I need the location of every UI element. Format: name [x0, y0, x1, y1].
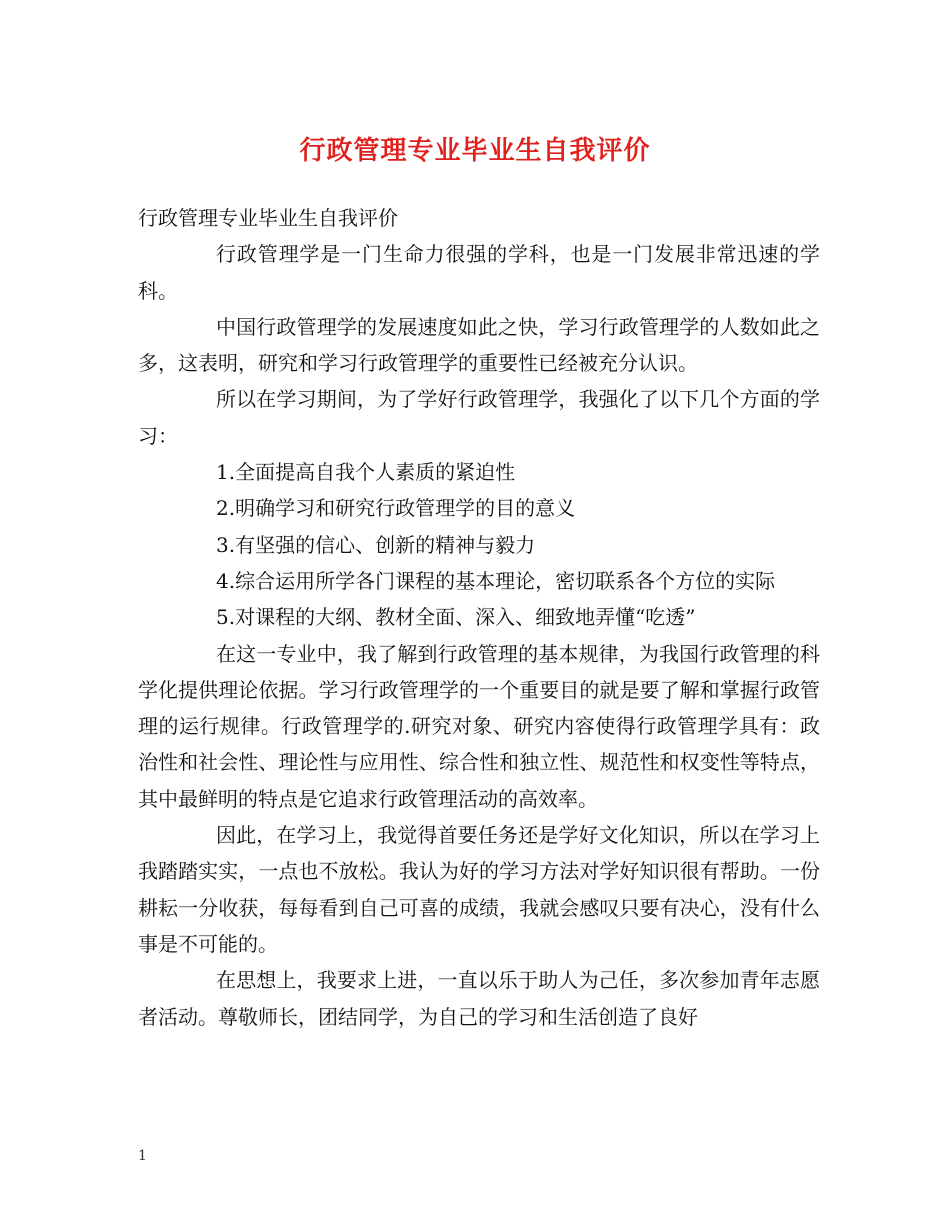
paragraph: 因此，在学习上，我觉得首要任务还是学好文化知识，所以在学习上我踏踏实实，一点也不放松。我认为好的学习方法对学好知识很有帮助。一份耕耘一分收获，每每看到自己可喜的成绩，我就会感叹只要有决心，没有什么事是不可能的。 [138, 823, 820, 956]
document-title: 行政管理专业毕业生自我评价 [299, 136, 651, 166]
document-body [138, 200, 820, 1035]
paragraph: 在这一专业中，我了解到行政管理的基本规律，为我国行政管理的科学化提供理论依据。学习行政管理学的一个重要目的就是要了解和掌握行政管理的运行规律。行政管理学的.研究对象、研究内容使得行政管理学具有：政治性和社会性、理论性与应用性、综合性和独立性、规范性和权变性等特点，其中最鲜明的特点是它追求行政管理活动的高效率。 [138, 641, 820, 811]
list-item: 4.综合运用所学各门课程的基本理论，密切联系各个方位的实际 [216, 568, 776, 593]
list-item: 5.对课程的大纲、教材全面、深入、细致地弄懂“吃透” [216, 605, 696, 630]
paragraph: 行政管理学是一门生命力很强的学科，也是一门发展非常迅速的学科。 [138, 242, 820, 303]
list-item: 2.明确学习和研究行政管理学的目的意义 [216, 496, 576, 521]
paragraph: 所以在学习期间，为了学好行政管理学，我强化了以下几个方面的学习： [138, 387, 820, 448]
list-item: 1.全面提高自我个人素质的紧迫性 [216, 460, 516, 485]
paragraph: 在思想上，我要求上进，一直以乐于助人为己任，多次参加青年志愿者活动。尊敬师长，团结同学，为自己的学习和生活创造了良好 [138, 968, 820, 1029]
document-subtitle: 行政管理专业毕业生自我评价 [138, 206, 398, 230]
paragraph: 中国行政管理学的发展速度如此之快，学习行政管理学的人数如此之多，这表明，研究和学习行政管理学的重要性已经被充分认识。 [138, 314, 820, 376]
list-item: 3.有坚强的信心、创新的精神与毅力 [216, 532, 536, 557]
page-number: 1 [138, 1148, 147, 1164]
